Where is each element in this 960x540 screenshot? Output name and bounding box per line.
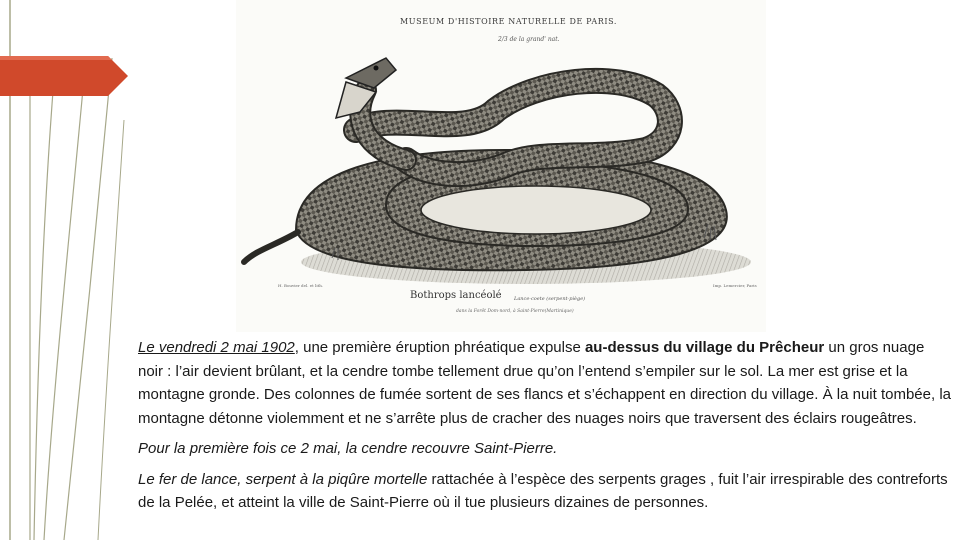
engraving-note: Lance-coete (serpent-piège) [514, 296, 586, 302]
snake-name: Le fer de lance, serpent à la piqûre mortelle [138, 470, 428, 488]
paragraph-1-part-1: , une première éruption phréatique expulse [294, 339, 585, 356]
paragraph-ash: Pour la première fois ce 2 mai, la cendre recouvre Saint-Pierre. [138, 440, 558, 457]
arrow-tab [0, 56, 128, 96]
eruption-date: Le vendredi 2 mai 1902 [138, 339, 295, 356]
engraving-subheader: 2/3 de la grand' nat. [498, 36, 560, 43]
engraving-caption: Bothrops lancéolé [410, 290, 502, 301]
snake-engraving-image [236, 0, 766, 332]
paragraph-3-rest: rattachée à l’espèce des serpents grages , fuit l’air irrespirable des contreforts de la Pelée, et atteint la ville de Saint-Pierre où il tue plusieurs dizaines de personnes. [138, 470, 948, 511]
text-body [138, 336, 952, 522]
paragraph-1-part-2: un gros nuage noir : l’air devient brûlant, et la cendre tombe tellement drue qu’on l’entend s’empiler sur le sol. La mer est grise et la montagne gronde. Des colonnes de fumée sortent de ses flancs et s’échappent en direction du village. À la nuit tombée, la montagne détonne violemment et ne s’arrête plus de cracher des nuages noirs que traversent des éclairs rougeâtres. [138, 339, 952, 427]
paragraph-snake [138, 468, 952, 515]
engraving-credit-left: H. Bouvier del. et lith. [278, 283, 324, 288]
engraving-note-2: dans la Forêt Dom-nord, à Saint-Pierre(Martinique) [456, 309, 574, 314]
eruption-place: au-dessus du village du Prêcheur [584, 339, 825, 356]
paragraph-eruption [138, 336, 952, 430]
engraving-credit-right: Imp. Lemercier, Paris [713, 283, 757, 288]
engraving-header: MUSEUM D'HISTOIRE NATURELLE DE PARIS. [400, 17, 618, 26]
